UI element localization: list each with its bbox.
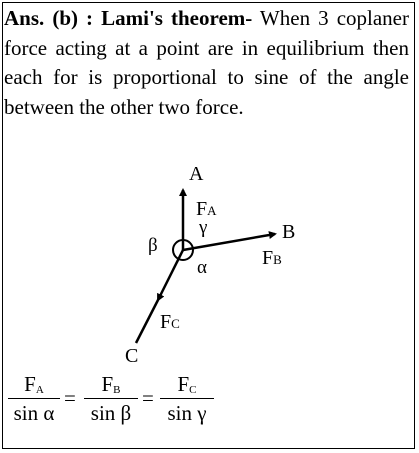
fraction-fb-numerator: $F_B$	[84, 372, 138, 399]
fraction-fc-denominator: sin γ	[167, 401, 207, 425]
label-c: C	[125, 345, 139, 367]
equals-sign-1: =	[64, 386, 76, 410]
force-arrow-c	[158, 250, 183, 300]
angle-gamma: γ	[199, 217, 208, 238]
angle-alpha: α	[197, 257, 207, 278]
fraction-fa-numerator: $F_A$	[8, 372, 60, 399]
force-line-c-tail	[136, 300, 158, 343]
equals-sign-2: =	[142, 386, 154, 410]
label-b: B	[282, 221, 296, 243]
fraction-fc	[160, 372, 214, 426]
label-fb: FB	[262, 247, 282, 269]
angle-beta: β	[148, 235, 158, 256]
answer-prefix: Ans. (b) : Lami's theorem-	[4, 6, 253, 30]
fraction-fb	[84, 372, 138, 426]
fraction-fb-denominator: sin β	[90, 401, 132, 425]
fraction-fa-denominator: sin α	[13, 401, 55, 425]
answer-text: When 3 coplaner force acting at a point are in equilibrium then each for is proportional to sine of the angle between the other two force.	[4, 6, 409, 119]
fraction-fa	[8, 372, 60, 426]
label-fc: FC	[160, 311, 180, 333]
label-fa: FA	[196, 198, 217, 220]
label-a: A	[189, 163, 204, 185]
fraction-fc-numerator: $F_C$	[160, 372, 214, 399]
